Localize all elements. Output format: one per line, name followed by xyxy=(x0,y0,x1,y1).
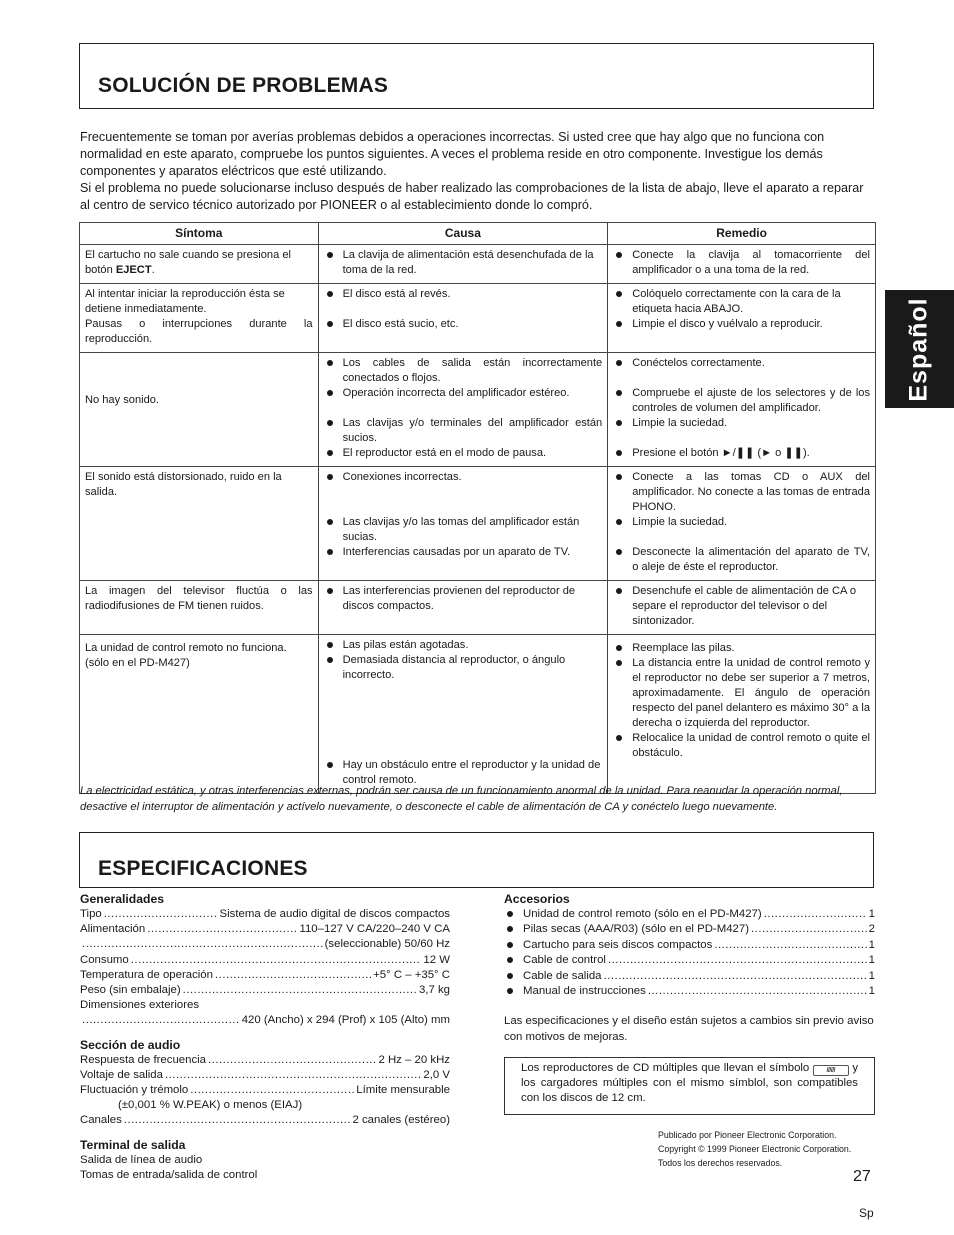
list-item: Presione el botón ►/❚❚ (► o ❚❚). xyxy=(613,446,870,461)
list-item: Colóquelo correctamente con la cara de la etiqueta hacia ABAJO. xyxy=(613,287,870,317)
list-item: Conecte a las tomas CD o AUX del amplificador. No conecte a las tomas de entrada PHONO. xyxy=(613,470,870,515)
cause-cell xyxy=(318,635,608,794)
list-item: Manual de instrucciones ..... 1 xyxy=(504,984,875,999)
specs-right-column xyxy=(504,892,875,1115)
list-item: Demasiada distancia al reproductor, o ángulo incorrecto. xyxy=(324,653,603,683)
list-item: Conexiones incorrectas. xyxy=(324,470,603,485)
table-row xyxy=(80,635,876,794)
spec-row: ..... (seleccionable) 50/60 Hz xyxy=(80,937,450,952)
intro-paragraph-1: Frecuentemente se toman por averías problemas debidos a operaciones incorrectas. Si usted cree que hay algo que no funciona con normalidad en este aparato, compruebe los puntos siguientes. A veces el problema reside en otro componente. Investigue los demás componentes y aparatos eléctricos que esté utilizando. xyxy=(80,130,825,178)
cause-cell xyxy=(318,581,608,635)
spec-row: Respuesta de frecuencia ..... 2 Hz – 20 kHz xyxy=(80,1053,450,1068)
remedy-cell xyxy=(608,581,876,635)
remedy-cell xyxy=(608,245,876,284)
list-item: Las clavijas y/o las tomas del amplificador están sucias. xyxy=(324,515,603,545)
language-tab xyxy=(885,290,954,408)
remedy-cell xyxy=(608,353,876,467)
symptom-cell: Al intentar iniciar la reproducción ésta se detiene inmediatamente. Pausas o interrupciones durante la reproducción. xyxy=(80,284,319,353)
symptom-cell: No hay sonido. xyxy=(80,353,319,467)
spec-row: ..... 420 (Ancho) x 294 (Prof) x 105 (Alto) mm xyxy=(80,1013,450,1028)
output-item: Tomas de entrada/salida de control xyxy=(80,1168,258,1181)
list-item: La clavija de alimentación está desenchufada de la toma de la red. xyxy=(324,248,603,278)
publisher-info: Publicado por Pioneer Electronic Corporation. Copyright © 1999 Pioneer Electronic Corporation. Todos los derechos reservados. xyxy=(658,1130,852,1168)
list-item: Limpie la suciedad. xyxy=(613,515,870,530)
list-item: Conéctelos correctamente. xyxy=(613,356,870,371)
troubleshooting-title-box xyxy=(79,43,874,109)
general-section-title: Generalidades xyxy=(80,892,164,906)
spec-row: Voltaje de salida ..... 2,0 V xyxy=(80,1068,450,1083)
remedy-cell xyxy=(608,467,876,581)
list-item: Las clavijas y/o terminales del amplificador están sucios. xyxy=(324,416,603,446)
list-item: Relocalice la unidad de control remoto o quite el obstáculo. xyxy=(613,731,870,761)
list-item: Reemplace las pilas. xyxy=(613,641,870,656)
cause-cell xyxy=(318,245,608,284)
list-item: El disco está al revés. xyxy=(324,287,603,302)
cause-cell xyxy=(318,284,608,353)
header-symptom: Síntoma xyxy=(80,223,319,245)
list-item: Cartucho para seis discos compactos ..... 1 xyxy=(504,938,875,953)
list-item: Limpie la suciedad. xyxy=(613,416,870,431)
accessories-list xyxy=(504,907,875,999)
table-row xyxy=(80,284,876,353)
list-item: Hay un obstáculo entre el reproductor y la unidad de control remoto. xyxy=(324,758,603,788)
list-item: Conecte la clavija al tomacorriente del amplificador o a una toma de la red. xyxy=(613,248,870,278)
page-number: 27 xyxy=(853,1168,871,1185)
spec-row: Canales ..... 2 canales (estéreo) xyxy=(80,1113,450,1128)
table-row xyxy=(80,353,876,467)
symptom-cell: El cartucho no sale cuando se presiona el botón EJECT. xyxy=(80,245,319,284)
specifications-title: ESPECIFICACIONES xyxy=(98,857,308,880)
spec-row: Alimentación ..... 110–127 V CA/220–240 V CA xyxy=(80,922,450,937)
cause-cell xyxy=(318,353,608,467)
table-header-row xyxy=(80,223,876,245)
output-item: Salida de línea de audio xyxy=(80,1153,203,1166)
list-item: Pilas secas (AAA/R03) (sólo en el PD-M427) ..... 2 xyxy=(504,922,875,937)
symptom-cell: La unidad de control remoto no funciona. (sólo en el PD-M427) xyxy=(80,635,319,794)
remedy-cell xyxy=(608,284,876,353)
table-row xyxy=(80,467,876,581)
list-item: El disco está sucio, etc. xyxy=(324,317,603,332)
remedy-cell xyxy=(608,635,876,794)
table-row xyxy=(80,245,876,284)
specs-left-column xyxy=(80,892,450,1183)
header-cause: Causa xyxy=(318,223,608,245)
list-item: Limpie el disco y vuélvalo a reproducir. xyxy=(613,317,870,332)
intro-paragraph-2: Si el problema no puede solucionarse incluso después de haber realizado las comprobaciones de la lista de abajo, lleve el aparato a reparar al centro de servico técnico autorizado por PIONEER o al establecimiento donde lo compró. xyxy=(80,181,864,212)
spec-row: Consumo ..... 12 W xyxy=(80,953,450,968)
symptom-cell: La imagen del televisor fluctúa o las radiodifusiones de FM tienen ruidos. xyxy=(80,581,319,635)
specifications-title-box xyxy=(79,832,874,888)
language-tab-label: Español xyxy=(905,296,933,402)
list-item: La distancia entre la unidad de control remoto y el reproductor no debe ser superior a 7 metros, aproximadamente. El ángulo de operación respecto del panel delantero es máximo 30° a la derecha o izquierda del reproductor. xyxy=(613,656,870,731)
table-row xyxy=(80,581,876,635)
output-section-title: Terminal de salida xyxy=(80,1137,186,1152)
spec-row: Fluctuación y trémolo ..... Límite mensurable xyxy=(80,1083,450,1098)
list-item: Las pilas están agotadas. xyxy=(324,638,603,653)
list-item: Operación incorrecta del amplificador estéreo. xyxy=(324,386,603,401)
wow-flutter-extra: (±0,001 % W.PEAK) o menos (EIAJ) xyxy=(118,1099,303,1112)
troubleshooting-title: SOLUCIÓN DE PROBLEMAS xyxy=(98,74,389,97)
multi-cd-logo-icon: ⅢⅢ xyxy=(813,1065,849,1076)
cd-compatibility-box: Los reproductores de CD múltiples que llevan el símbolo ⅢⅢ y los cargadores múltiples con el mismo símblol, son compatibles con los discos de 12 cm. xyxy=(504,1057,875,1115)
audio-section-title: Sección de audio xyxy=(80,1037,181,1052)
list-item: Unidad de control remoto (sólo en el PD-M427) ..... 1 xyxy=(504,907,875,922)
list-item: Desconecte la alimentación del aparato de TV, o aleje de éste el reproductor. xyxy=(613,545,870,575)
list-item: Cable de salida ..... 1 xyxy=(504,969,875,984)
list-item: Los cables de salida están incorrectamente conectados o flojos. xyxy=(324,356,603,386)
symptom-cell: El sonido está distorsionado, ruido en la salida. xyxy=(80,467,319,581)
dimensions-label: Dimensiones exteriores xyxy=(80,999,200,1012)
list-item: El reproductor está en el modo de pausa. xyxy=(324,446,603,461)
list-item: Cable de control ..... 1 xyxy=(504,953,875,968)
cause-cell xyxy=(318,467,608,581)
list-item: Las interferencias provienen del reproductor de discos compactos. xyxy=(324,584,603,614)
language-code: Sp xyxy=(859,1206,874,1220)
spec-row: Temperatura de operación ..... +5° C – +35° C xyxy=(80,968,450,983)
header-remedy: Remedio xyxy=(608,223,876,245)
list-item: Compruebe el ajuste de los selectores y de los controles de volumen del amplificador. xyxy=(613,386,870,416)
list-item: Desenchufe el cable de alimentación de CA o separe el reproductor del televisor o del sintonizador. xyxy=(613,584,870,629)
spec-change-note: Las especificaciones y el diseño están sujetos a cambios sin previo aviso con motivos de mejoras. xyxy=(504,1015,874,1043)
troubleshooting-intro xyxy=(80,129,875,214)
static-electricity-note: La electricidad estática, y otras interferencias externas, podrán ser causa de un funcionamiento anormal de la unidad. Para reanudar la operación normal, desactive el interruptor de alimentación y actívelo nuevamente, o desconecte el cable de alimentación de CA y conéctelo luego nuevamente. xyxy=(80,785,843,813)
troubleshooting-table xyxy=(79,222,876,794)
spec-row: Peso (sin embalaje) ..... 3,7 kg xyxy=(80,983,450,998)
spec-row: Tipo ..... Sistema de audio digital de discos compactos xyxy=(80,907,450,922)
list-item: Interferencias causadas por un aparato de TV. xyxy=(324,545,603,560)
accessories-section-title: Accesorios xyxy=(504,892,570,906)
